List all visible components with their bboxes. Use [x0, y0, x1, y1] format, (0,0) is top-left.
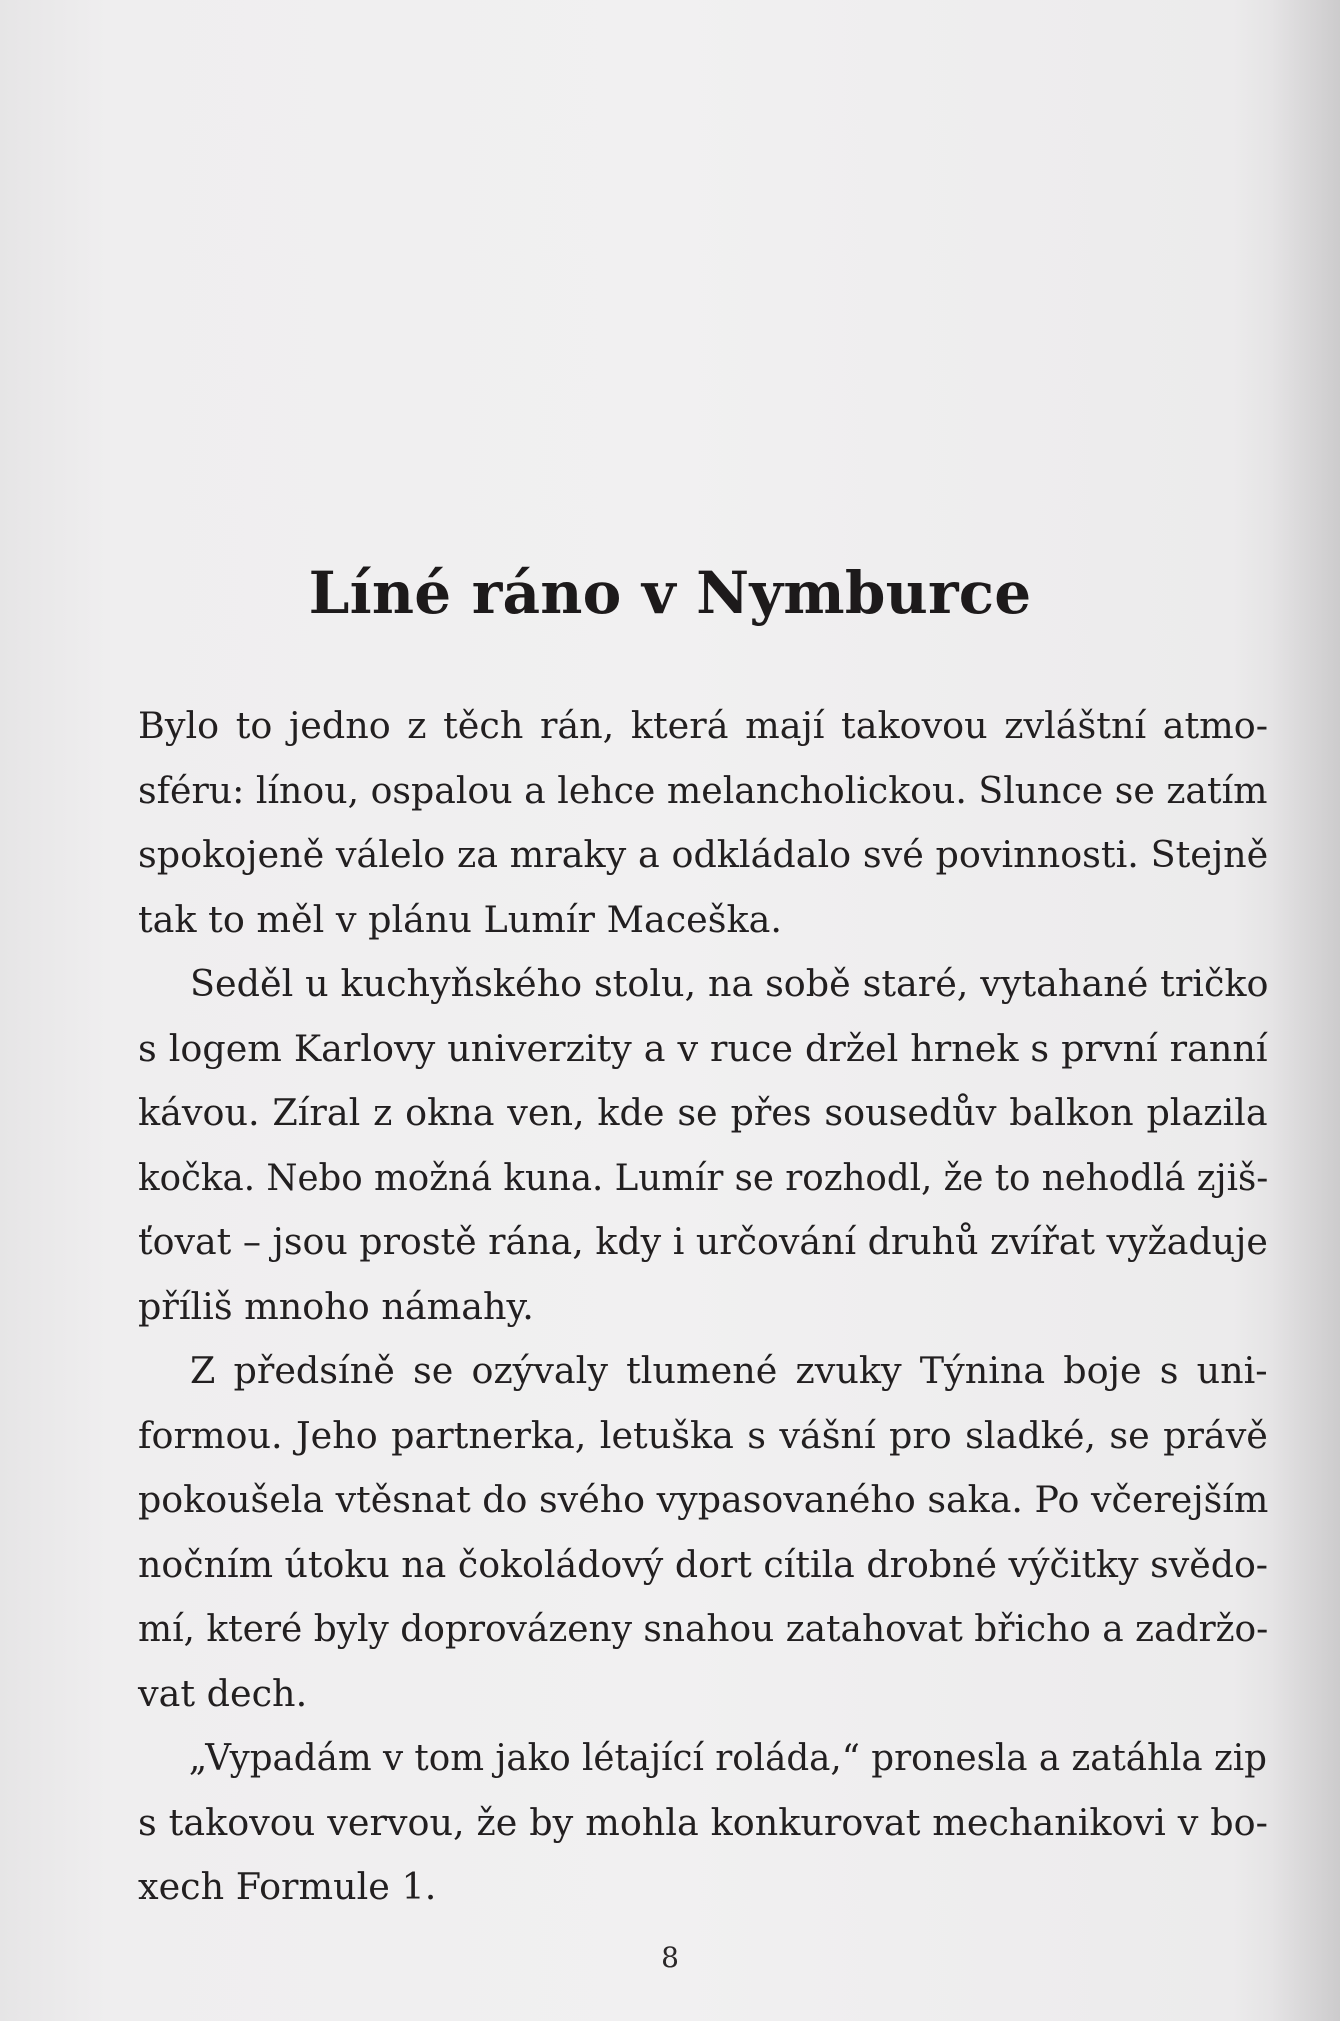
text-line: s logem Karlovy univerzity a v ruce držel hrnek s první ranní: [138, 1026, 1268, 1070]
chapter-title: Líné ráno v Nymburce: [308, 559, 1032, 627]
text-line: sféru: línou, ospalou a lehce melancholickou. Slunce se zatím: [138, 768, 1268, 812]
chapter-body: [138, 694, 1268, 1920]
text-line: kávou. Zíral z okna ven, kde se přes sousedův balkon plazila: [138, 1091, 1268, 1134]
text-line: xech Formule 1.: [138, 1865, 437, 1908]
text-line: „Vypadám v tom jako létající roláda,“ pronesla a zatáhla zip: [188, 1736, 1267, 1779]
text-line: tak to měl v plánu Lumír Maceška.: [138, 897, 782, 941]
text-line: s takovou vervou, že by mohla konkurovat mechanikovi v bo-: [138, 1800, 1268, 1844]
text-line: vat dech.: [138, 1671, 308, 1715]
text-line: ťovat – jsou prostě rána, kdy i určování druhů zvířat vyžaduje: [138, 1220, 1268, 1263]
text-line: mí, které byly doprovázeny snahou zatahovat břicho a zadržo-: [138, 1607, 1269, 1650]
text-line: Bylo to jedno z těch rán, která mají takovou zvláštní atmo-: [138, 704, 1269, 747]
text-line: příliš mnoho námahy.: [138, 1284, 534, 1328]
page-number: 8: [661, 1941, 679, 1974]
text-line: spokojeně válelo za mraky a odkládalo své povinnosti. Stejně: [138, 833, 1269, 876]
text-line: pokoušela vtěsnat do svého vypasovaného saka. Po včerejším: [138, 1478, 1269, 1521]
text-line: formou. Jeho partnerka, letuška s vášní pro sladké, se právě: [138, 1413, 1268, 1457]
text-line: kočka. Nebo možná kuna. Lumír se rozhodl, že to nehodlá zjiš-: [138, 1155, 1269, 1199]
page-edge-shadow: [1270, 0, 1340, 2021]
text-line: nočním útoku na čokoládový dort cítila drobné výčitky svědo-: [138, 1542, 1269, 1586]
text-line: Seděl u kuchyňského stolu, na sobě staré, vytahané tričko: [190, 962, 1269, 1005]
text-line: Z předsíně se ozývaly tlumené zvuky Týnina boje s uni-: [190, 1349, 1268, 1392]
